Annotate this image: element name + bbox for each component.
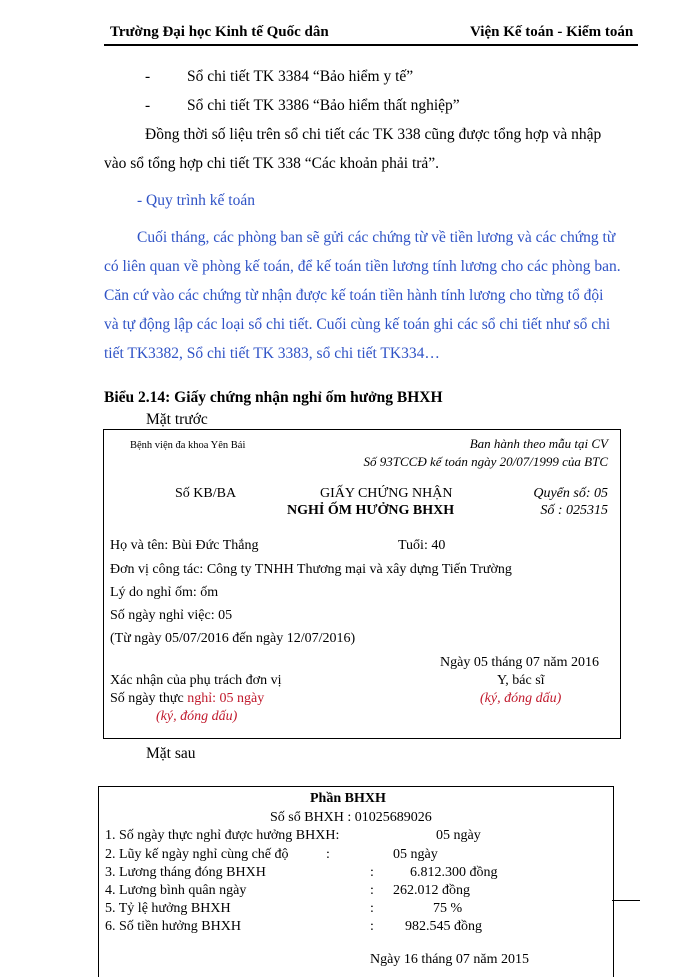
paragraph-line: Đồng thời số liệu trên sổ chi tiết các TK 338 cũng được tổng hợp và nhập [145, 126, 602, 143]
process-heading: - Quy trình kế toán [137, 192, 255, 209]
sign-left: (ký, đóng dấu) [156, 709, 238, 724]
back-row-value: 6.812.300 đồng [410, 865, 498, 880]
bullet-dash: - [145, 97, 151, 114]
back-row-sep: : [370, 883, 374, 898]
hospital-name: Bệnh viện đa khoa Yên Bái [130, 440, 246, 451]
back-date-partial: Ngày 16 tháng 07 năm 2015 [370, 952, 530, 967]
paragraph-line: vào sổ tổng hợp chi tiết TK 338 “Các khoản phải trả”. [104, 155, 440, 172]
back-row-value: 262.012 đồng [393, 883, 470, 898]
issued-line-1: Ban hành theo mẫu tại CV [469, 436, 608, 451]
back-row-value: 75 % [433, 901, 463, 916]
sign-right: (ký, đóng dấu) [480, 691, 562, 706]
header-rule [104, 44, 638, 46]
back-row-value: 05 ngày [436, 828, 481, 843]
form-title-1: GIẤY CHỨNG NHẬN [320, 486, 453, 501]
unit-confirm: Xác nhận của phụ trách đơn vị [110, 673, 282, 688]
back-row-label: 3. Lương tháng đóng BHXH [105, 865, 266, 880]
page-edge-line [612, 900, 640, 901]
form-title-2: NGHỈ ỐM HƯỞNG BHXH [287, 503, 455, 518]
so-number: Số : 025315 [540, 503, 608, 518]
paragraph-line: Cuối tháng, các phòng ban sẽ gửi các chứng từ về tiền lương và các chứng từ [137, 229, 616, 246]
leave-range: (Từ ngày 05/07/2016 đến ngày 12/07/2016) [110, 631, 356, 646]
paragraph-line: Căn cứ vào các chứng từ nhận được kế toán tiền hành tính lương cho từng tổ đội [104, 287, 604, 304]
quyen-so: Quyển số: 05 [533, 486, 608, 501]
back-row-label: 6. Số tiền hưởng BHXH [105, 919, 241, 934]
back-row-sep: : [370, 865, 374, 880]
header-right: Viện Kế toán - Kiểm toán [470, 24, 634, 40]
back-title: Phần BHXH [310, 791, 386, 806]
issued-line-2: Số 93TCCĐ kế toán ngày 20/07/1999 của BTC [363, 454, 608, 469]
patient-name: Họ và tên: Bùi Đức Thắng [110, 538, 259, 553]
bullet-text: Sổ chi tiết TK 3384 “Bảo hiểm y tế” [187, 68, 414, 85]
back-row-label: 1. Số ngày thực nghỉ được hưởng BHXH: [105, 828, 340, 843]
paragraph-line: và tự động lập các loại sổ chi tiết. Cuối cùng kế toán ghi các sổ chi tiết như sổ chi [104, 316, 611, 333]
bullet-dash: - [145, 68, 151, 85]
header-left: Trường Đại học Kinh tế Quốc dân [110, 24, 329, 40]
back-label: Mặt sau [146, 745, 196, 762]
paragraph-line: tiết TK3382, Sổ chi tiết TK 3383, sổ chi tiết TK334… [104, 345, 440, 362]
back-row-label: 5. Tỷ lệ hưởng BHXH [105, 901, 231, 916]
paragraph-line: có liên quan về phòng kế toán, để kế toán tiền lương tính lương cho các phòng ban. [104, 258, 621, 275]
back-row-label: 4. Lương bình quân ngày [105, 883, 247, 898]
work-unit: Đơn vị công tác: Công ty TNHH Thương mại và xây dựng Tiến Trường [110, 562, 512, 577]
back-row-value: 05 ngày [393, 847, 438, 862]
doctor-label: Y, bác sĩ [497, 673, 545, 688]
actual-days [110, 691, 264, 707]
back-row-sep: : [370, 919, 374, 934]
back-row-sep: : [370, 901, 374, 916]
front-label: Mặt trước [146, 411, 208, 428]
leave-reason: Lý do nghỉ ốm: ốm [110, 585, 219, 600]
actual-days-prefix: Số ngày thực [110, 691, 188, 706]
back-row-sep: : [326, 847, 330, 862]
back-row-value: 982.545 đồng [405, 919, 482, 934]
bhxh-book-number: Số sổ BHXH : 01025689026 [270, 810, 432, 825]
back-row-label: 2. Lũy kế ngày nghỉ cùng chế độ [105, 847, 289, 862]
so-kb: Số KB/BA [175, 486, 237, 501]
leave-days: Số ngày nghỉ việc: 05 [110, 608, 233, 623]
bullet-text: Sổ chi tiết TK 3386 “Bảo hiểm thất nghiệp” [187, 97, 460, 114]
patient-age: Tuổi: 40 [398, 538, 446, 553]
actual-days-value: nghỉ: 05 ngày [187, 691, 265, 706]
figure-title: Biểu 2.14: Giấy chứng nhận nghỉ ốm hưởng BHXH [104, 389, 443, 406]
cert-date: Ngày 05 tháng 07 năm 2016 [440, 655, 600, 670]
